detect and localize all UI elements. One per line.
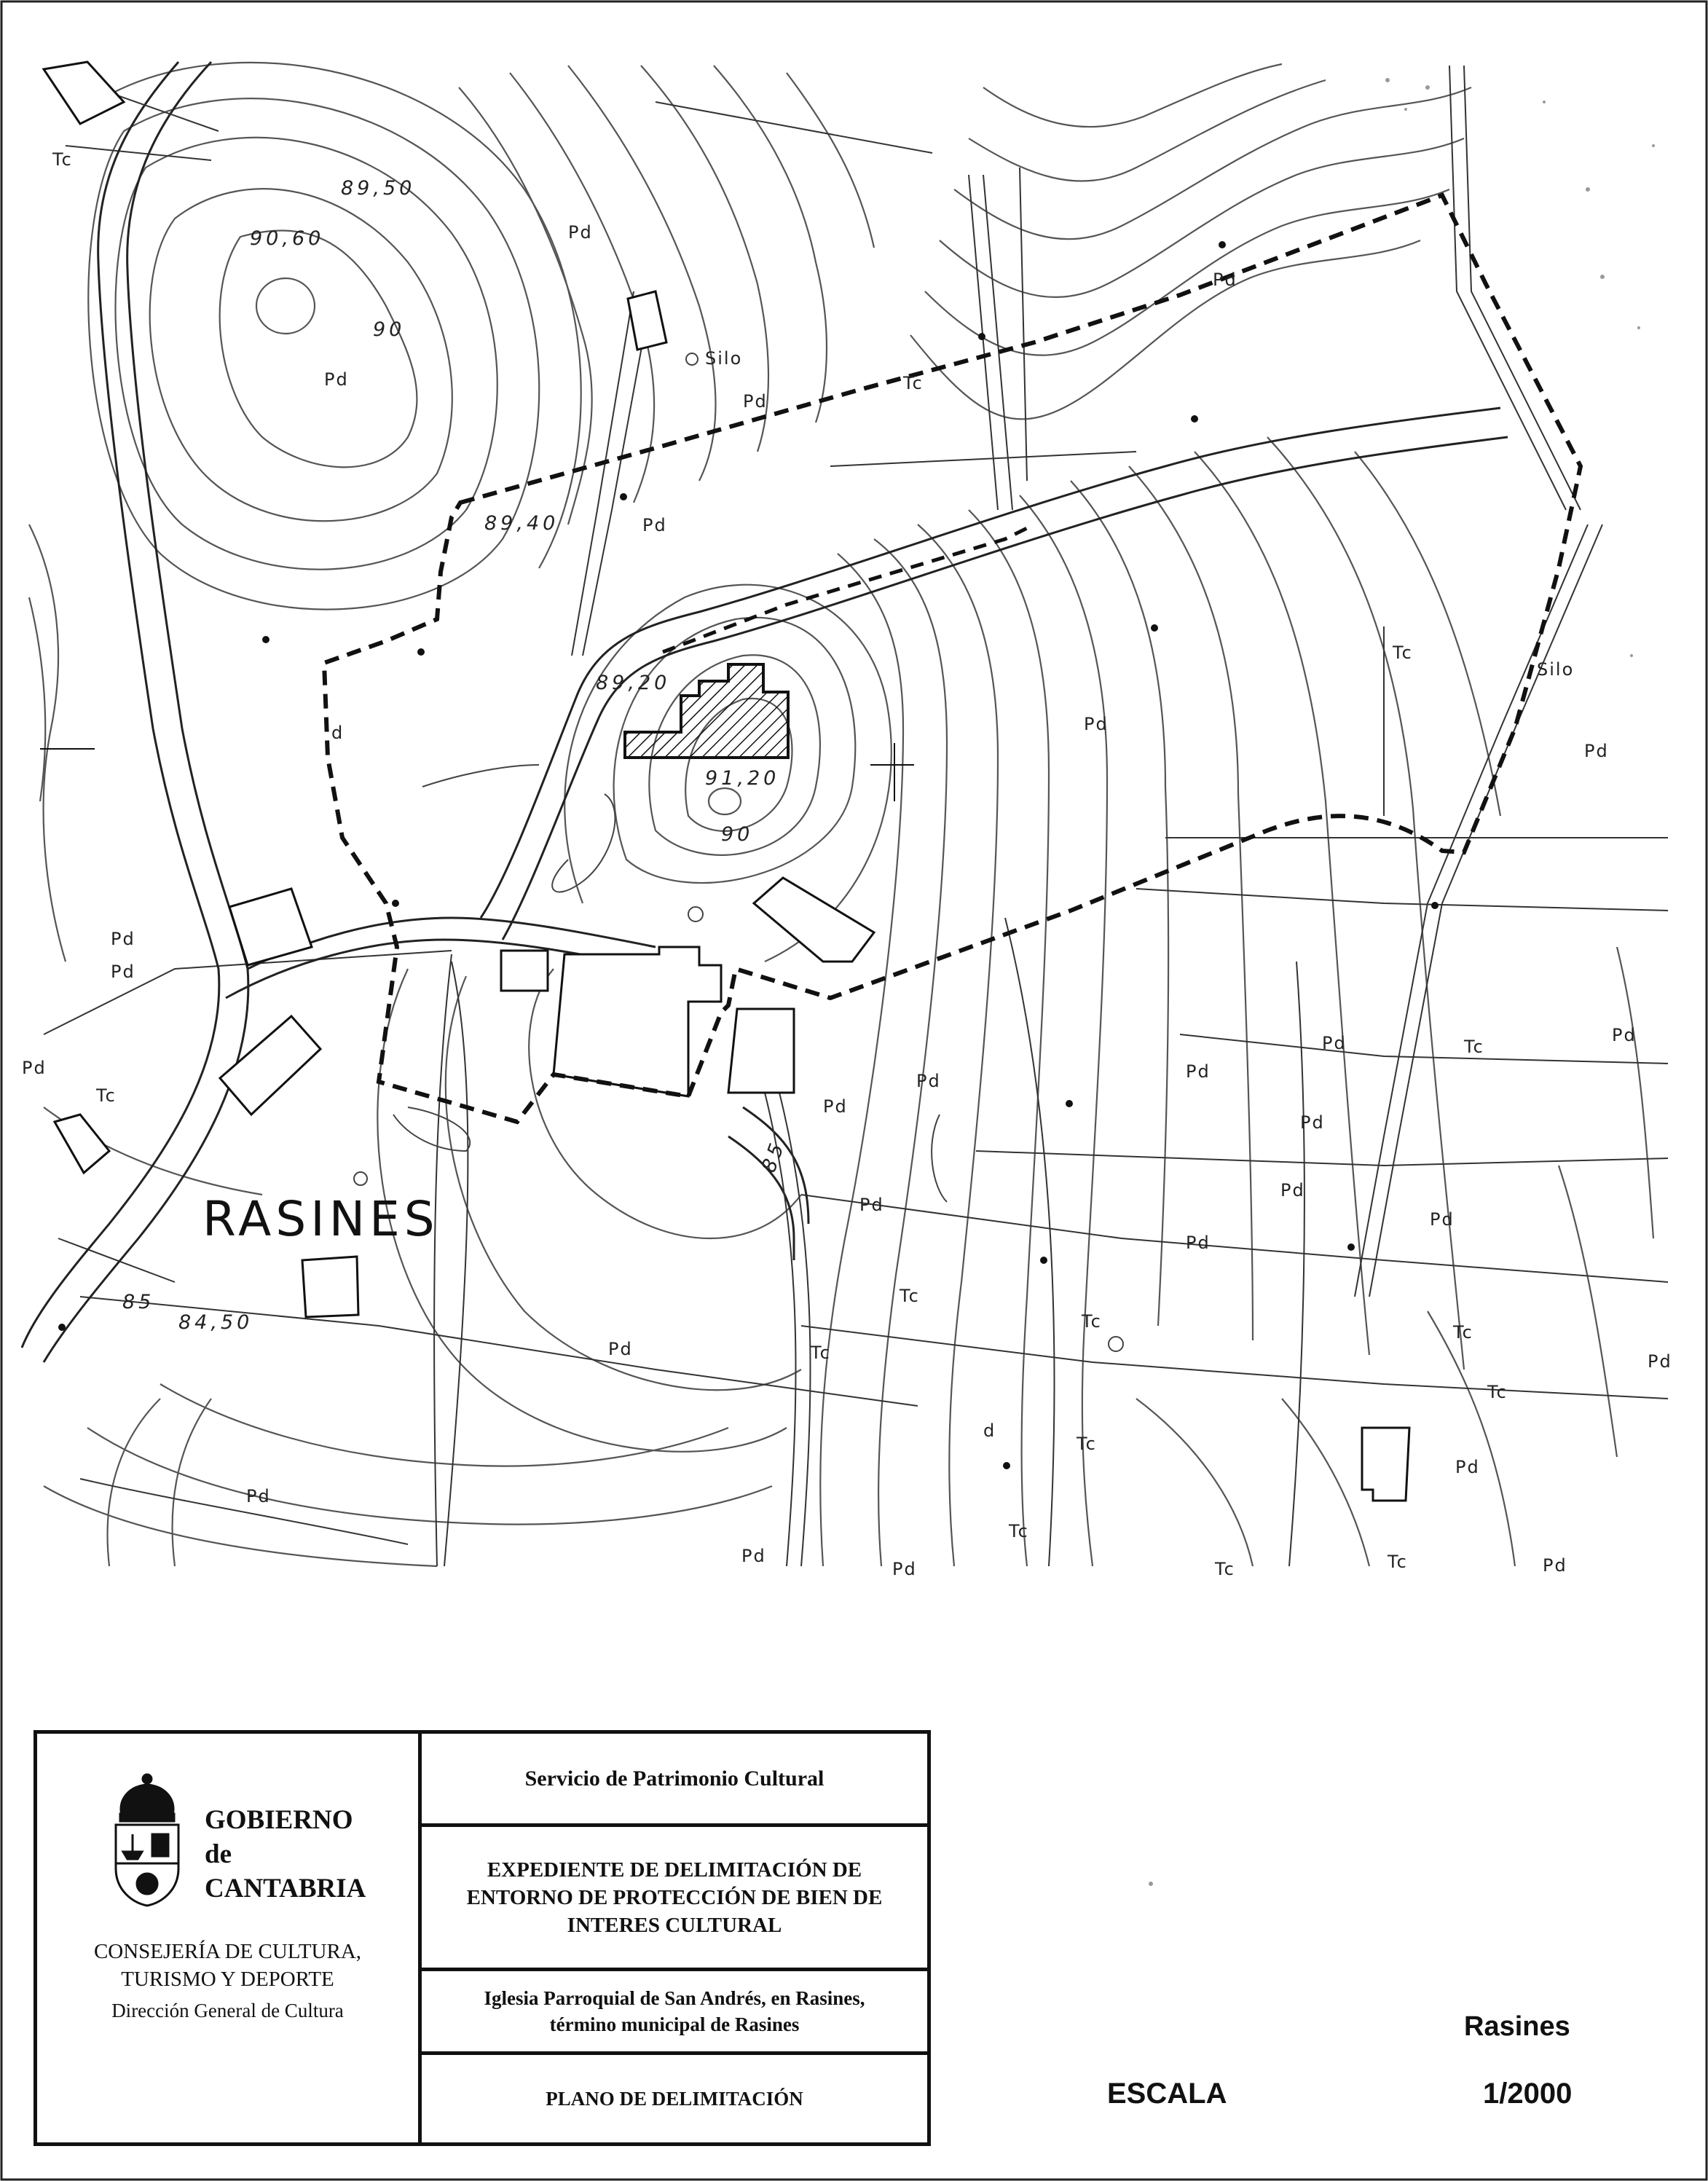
land-use-label: Pd [1213, 270, 1237, 290]
document-panel [422, 1734, 927, 2142]
elevation-label: 85 [122, 1291, 155, 1313]
land-use-label: Pd [916, 1071, 941, 1091]
land-use-label: Pd [22, 1058, 47, 1078]
land-use-label: Tc [811, 1343, 831, 1363]
plano-cell [422, 2051, 927, 2142]
parcel-lines [44, 102, 1668, 1566]
land-use-label: Tc [1215, 1559, 1235, 1579]
land-use-label: Pd [324, 369, 349, 390]
land-use-label: Pd [1584, 741, 1609, 761]
land-use-label: Pd [111, 929, 135, 949]
land-use-label: Pd [1186, 1233, 1211, 1253]
land-use-label: Tc [1082, 1311, 1102, 1332]
land-use-label: Pd [1280, 1180, 1305, 1200]
town-name: RASINES [202, 1191, 439, 1247]
servicio-cell [422, 1734, 927, 1823]
land-use-label: Pd [1455, 1457, 1480, 1477]
expediente-line: ENTORNO DE PROTECCIÓN DE BIEN DE [466, 1885, 883, 1909]
expediente-line: INTERES CULTURAL [567, 1913, 782, 1937]
bien-cell [422, 1968, 927, 2051]
silo-label: Silo [1537, 659, 1575, 680]
land-use-label: Tc [1393, 642, 1413, 663]
land-use-label: Tc [96, 1085, 117, 1106]
land-use-label: Pd [892, 1559, 917, 1579]
land-use-label: Pd [823, 1096, 848, 1117]
tracks [95, 66, 1602, 1566]
land-use-label: Pd [859, 1195, 884, 1215]
plano: PLANO DE DELIMITACIÓN [546, 2087, 803, 2110]
inner-boundary [663, 524, 1034, 652]
elevation-label: 90 [721, 823, 754, 846]
elevation-label: 85 [757, 1137, 790, 1176]
scan-noise [1149, 78, 1655, 1886]
elevation-label: 90,60 [250, 227, 325, 250]
bien-line: término municipal de Rasines [549, 2013, 800, 2035]
land-use-label: Tc [903, 373, 924, 393]
elevation-label: 84,50 [178, 1311, 253, 1334]
consejeria-line: CONSEJERÍA DE CULTURA, [93, 1940, 362, 1963]
land-use-label: Pd [1430, 1209, 1455, 1230]
land-use-label: Pd [1186, 1061, 1211, 1082]
organization-line: de [205, 1839, 232, 1869]
land-use-label: d [331, 723, 345, 743]
consejeria-line: TURISMO Y DEPORTE [121, 1968, 334, 1991]
consejeria [37, 1938, 418, 1993]
land-use-label: Pd [1084, 714, 1109, 734]
land-use-label: Tc [900, 1286, 920, 1306]
land-use-label: Pd [1322, 1033, 1347, 1053]
organization-line: GOBIERNO [205, 1805, 353, 1835]
land-use-label: d [983, 1420, 996, 1441]
land-use-label: Tc [1487, 1382, 1508, 1402]
elevation-label: 91,20 [705, 767, 780, 790]
land-use-label: Pd [1612, 1025, 1637, 1045]
issuer-panel [37, 1734, 422, 2142]
elevation-label: 89,20 [596, 672, 671, 694]
scale-label: ESCALA [1107, 2078, 1227, 2110]
silo-label: Silo [705, 348, 743, 369]
elevation-label: 89,50 [341, 177, 416, 200]
contour-lines [29, 63, 1653, 1566]
coat-of-arms-icon [107, 1770, 187, 1909]
expediente-cell [422, 1823, 927, 1968]
land-use-label: Tc [52, 149, 73, 170]
land-use-label: Pd [111, 962, 135, 982]
land-use-label: Tc [1453, 1322, 1473, 1343]
land-use-label: Pd [608, 1339, 633, 1359]
land-use-label: Tc [1077, 1434, 1097, 1454]
land-use-label: Pd [246, 1486, 271, 1506]
land-use-label: Pd [1543, 1555, 1567, 1576]
land-use-label: Pd [568, 222, 593, 243]
land-use-label: Pd [1648, 1351, 1672, 1372]
land-use-label: Pd [1300, 1112, 1325, 1133]
place-name: Rasines [1464, 2011, 1570, 2042]
elevation-label: 89,40 [484, 512, 559, 535]
title-block [34, 1730, 931, 2146]
land-use-label: Tc [1464, 1037, 1484, 1057]
servicio: Servicio de Patrimonio Cultural [524, 1766, 825, 1791]
land-use-label: Pd [741, 1546, 766, 1566]
expediente-line: EXPEDIENTE DE DELIMITACIÓN DE [487, 1858, 862, 1882]
direccion: Dirección General de Cultura [111, 2000, 344, 2021]
organization-name [205, 1803, 366, 1906]
organization-line: CANTABRIA [205, 1874, 366, 1903]
land-use-label: Pd [642, 515, 667, 535]
survey-points [58, 241, 1439, 1469]
elevation-label: 90 [373, 318, 406, 341]
land-use-label: Tc [1388, 1552, 1408, 1572]
scale-value: 1/2000 [1483, 2078, 1573, 2110]
land-use-label: Pd [743, 391, 768, 412]
bien-line: Iglesia Parroquial de San Andrés, en Rasines, [484, 1987, 865, 2009]
land-use-label: Tc [1009, 1521, 1029, 1541]
